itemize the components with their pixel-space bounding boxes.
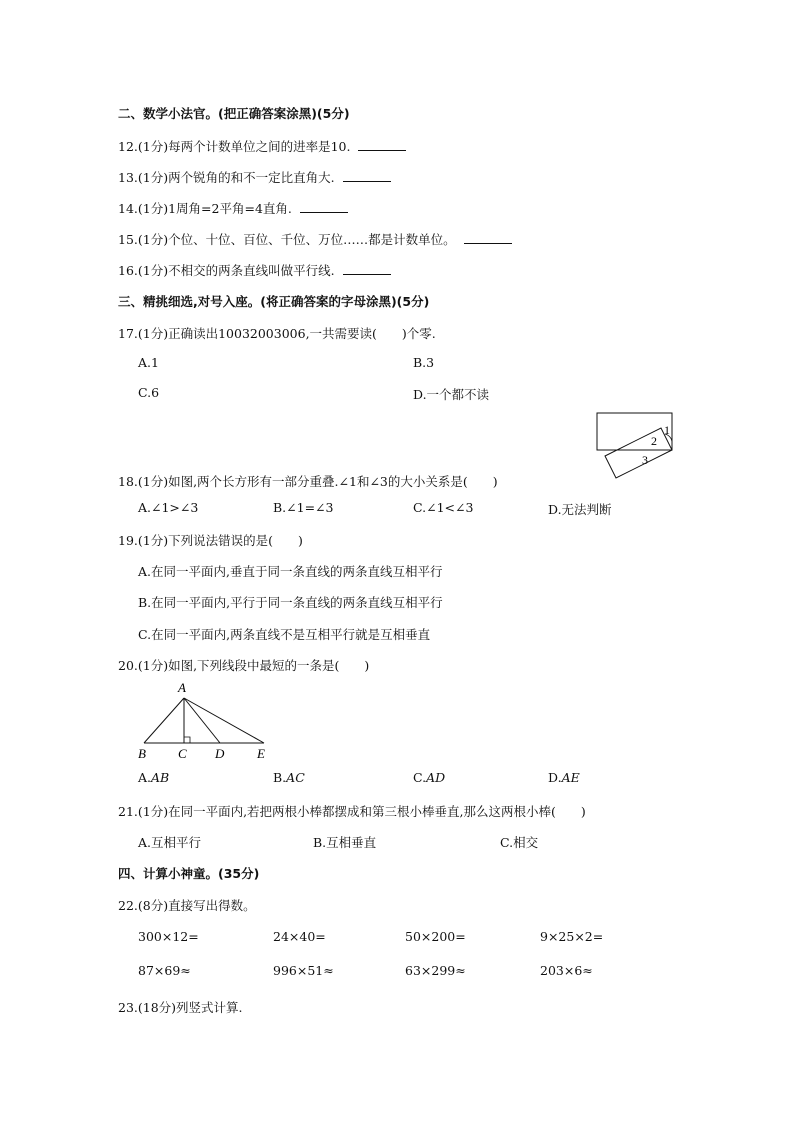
estimate-item[interactable]: 996×51≈ [273, 963, 334, 978]
option-19-a[interactable]: A.在同一平面内,垂直于同一条直线的两条直线互相平行 [138, 564, 443, 579]
right-angle-mark [184, 737, 190, 743]
option-17-b[interactable]: B.3 [413, 355, 435, 370]
section-title-judgement: 二、数学小法官。(把正确答案涂黑)(5分) [118, 106, 350, 121]
triangle-segments-figure [130, 678, 280, 762]
calc-item[interactable]: 24×40= [273, 929, 326, 944]
option-segment: AC [286, 770, 305, 785]
calc-item[interactable]: 9×25×2= [540, 929, 604, 944]
option-17-a[interactable]: A.1 [138, 355, 159, 370]
option-letter: C. [413, 770, 427, 785]
option-segment: AD [426, 770, 446, 785]
question-text: 14.(1分)1周角=2平角=4直角. [118, 201, 292, 216]
answer-blank[interactable] [343, 170, 391, 182]
question-14 [118, 199, 348, 217]
option-18-b[interactable]: B.∠1=∠3 [273, 500, 334, 515]
option-19-c[interactable]: C.在同一平面内,两条直线不是互相平行就是互相垂直 [138, 627, 431, 642]
segment-ab [144, 698, 184, 743]
option-20-d[interactable] [548, 770, 580, 785]
option-20-b[interactable] [273, 770, 305, 785]
option-21-b[interactable]: B.互相垂直 [313, 835, 377, 850]
question-16 [118, 261, 391, 279]
question-20: 20.(1分)如图,下列线段中最短的一条是( ) [118, 658, 370, 673]
question-18: 18.(1分)如图,两个长方形有一部分重叠.∠1和∠3的大小关系是( ) [118, 474, 498, 489]
estimate-item[interactable]: 63×299≈ [405, 963, 466, 978]
option-segment: AE [561, 770, 580, 785]
option-17-c[interactable]: C.6 [138, 385, 160, 400]
question-text: 12.(1分)每两个计数单位之间的进率是10. [118, 139, 351, 154]
estimate-item[interactable]: 87×69≈ [138, 963, 191, 978]
question-22: 22.(8分)直接写出得数。 [118, 898, 256, 913]
question-text: 13.(1分)两个锐角的和不一定比直角大. [118, 170, 335, 185]
question-17: 17.(1分)正确读出10032003006,一共需要读( )个零. [118, 326, 436, 341]
question-15 [118, 230, 512, 248]
option-19-b[interactable]: B.在同一平面内,平行于同一条直线的两条直线互相平行 [138, 595, 443, 610]
label-angle-2: 2 [651, 434, 657, 448]
question-23: 23.(18分)列竖式计算. [118, 1000, 243, 1015]
calc-item[interactable]: 300×12= [138, 929, 199, 944]
question-12 [118, 137, 406, 155]
option-segment: AB [151, 770, 170, 785]
upper-rectangle [597, 413, 672, 450]
option-18-c[interactable]: C.∠1<∠3 [413, 500, 474, 515]
section-title-choice: 三、精挑细选,对号入座。(将正确答案的字母涂黑)(5分) [118, 294, 430, 309]
point-d-label: D [215, 746, 225, 761]
answer-blank[interactable] [464, 232, 512, 244]
option-21-a[interactable]: A.互相平行 [138, 835, 202, 850]
answer-blank[interactable] [343, 263, 391, 275]
label-angle-3: 3 [642, 453, 648, 467]
option-letter: A. [138, 770, 152, 785]
option-20-c[interactable] [413, 770, 445, 785]
segment-ae [184, 698, 264, 743]
point-e-label: E [257, 746, 265, 761]
question-21: 21.(1分)在同一平面内,若把两根小棒都摆成和第三根小棒垂直,那么这两根小棒( ) [118, 804, 586, 819]
answer-blank[interactable] [358, 139, 406, 151]
overlapping-rectangles-figure [590, 408, 680, 480]
option-18-a[interactable]: A.∠1>∠3 [138, 500, 199, 515]
question-13 [118, 168, 391, 186]
estimate-item[interactable]: 203×6≈ [540, 963, 593, 978]
option-21-c[interactable]: C.相交 [500, 835, 539, 850]
option-17-d[interactable]: D.一个都不读 [413, 387, 490, 402]
question-text: 16.(1分)不相交的两条直线叫做平行线. [118, 263, 335, 278]
label-angle-1: 1 [664, 423, 670, 437]
option-18-d[interactable]: D.无法判断 [548, 502, 612, 517]
question-19: 19.(1分)下列说法错误的是( ) [118, 533, 303, 548]
section-title-calculation: 四、计算小神童。(35分) [118, 866, 260, 881]
segment-ad [184, 698, 220, 743]
answer-blank[interactable] [300, 201, 348, 213]
point-b-label: B [138, 746, 146, 761]
tilted-rectangle [605, 428, 672, 478]
option-20-a[interactable] [138, 770, 169, 785]
question-text: 15.(1分)个位、十位、百位、千位、万位……都是计数单位。 [118, 232, 456, 247]
calc-item[interactable]: 50×200= [405, 929, 466, 944]
point-a-label: A [178, 680, 186, 695]
point-c-label: C [178, 746, 187, 761]
option-letter: B. [273, 770, 287, 785]
option-letter: D. [548, 770, 562, 785]
